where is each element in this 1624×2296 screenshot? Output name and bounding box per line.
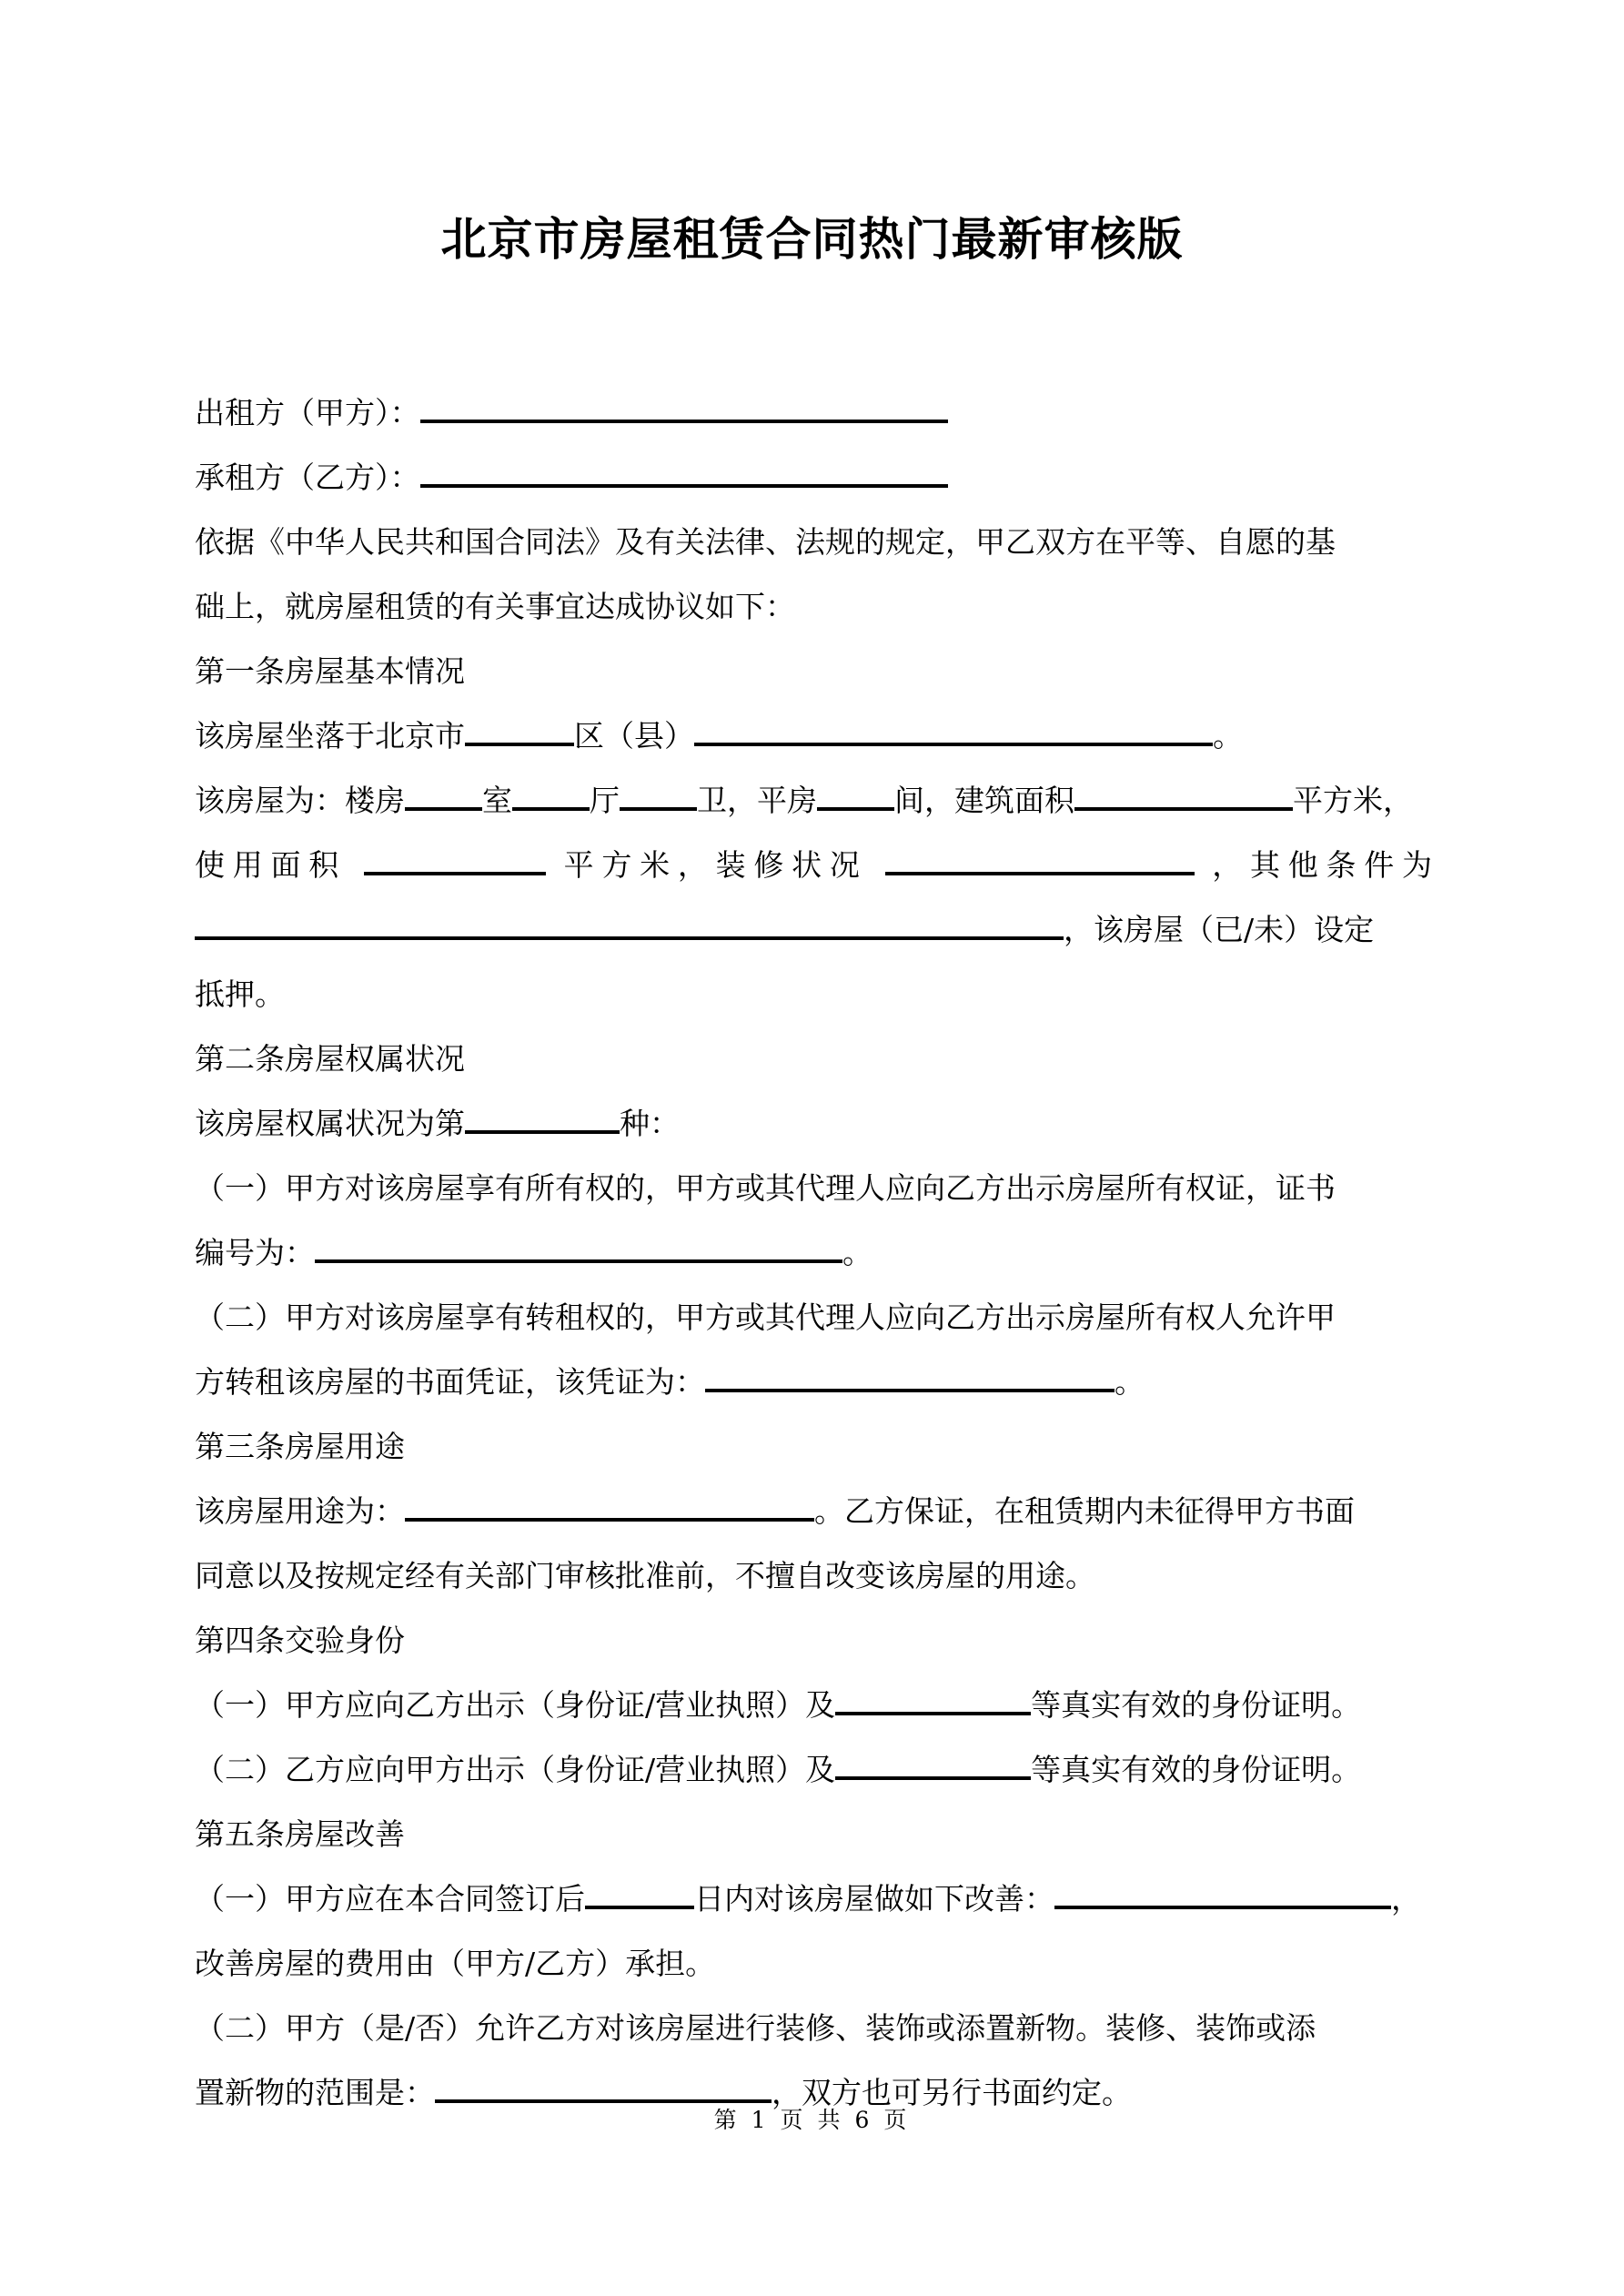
identity-a-line — [195, 1673, 1432, 1737]
layout-line — [195, 768, 1432, 833]
lessee-blank — [420, 466, 948, 488]
improvement-line — [195, 1866, 1432, 1931]
improvement-blank — [1054, 1887, 1391, 1909]
sublease-line — [195, 1350, 1432, 1414]
purpose-line — [195, 1479, 1432, 1543]
district-blank — [465, 724, 574, 746]
certificate-end: 。 — [842, 1235, 873, 1270]
sublease-end: 。 — [1115, 1364, 1145, 1400]
identity-b-line — [195, 1737, 1432, 1802]
ownership-1-line — [195, 1156, 1432, 1220]
improvement-cost-line — [195, 1931, 1432, 1996]
article-1-heading — [195, 639, 1432, 703]
identity-b-text: （二）乙方应向甲方出示（身份证/营业执照）及 — [195, 1752, 836, 1787]
decoration-scope-end: ，双方也可另行书面约定。 — [772, 2075, 1132, 2110]
location-line — [195, 703, 1432, 768]
preamble-text-1: 依据《中华人民共和国合同法》及有关法律、法规的规定，甲乙双方在平等、自愿的基 — [195, 524, 1336, 560]
ownership-1-text: （一）甲方对该房屋享有所有权的，甲方或其代理人应向乙方出示房屋所有权证，证书 — [195, 1170, 1336, 1206]
article-4-heading — [195, 1608, 1432, 1673]
baths-blank — [620, 789, 697, 811]
lessee-label: 承租方（乙方）： — [195, 460, 420, 495]
ownership-type-line — [195, 1091, 1432, 1156]
usage-area-text: 使用面积 — [195, 847, 348, 883]
footer-suffix: 页 — [883, 2107, 911, 2133]
decoration-permission-line — [195, 1996, 1432, 2060]
decoration-permission-text: （二）甲方（是/否）允许乙方对该房屋进行装修、装饰或添置新物。装修、装饰或添 — [195, 2010, 1316, 2046]
ownership-type-text: 该房屋权属状况为第 — [195, 1106, 465, 1141]
document-title: 北京市房屋租赁合同热门最新审核版 — [440, 213, 1184, 266]
identity-a-text: （一）甲方应向乙方出示（身份证/营业执照）及 — [195, 1687, 836, 1723]
improvement-text-b: 日内对该房屋做如下改善： — [694, 1881, 1054, 1917]
layout-text-c: 厅 — [590, 783, 620, 818]
layout-text-e: 间，建筑面积 — [894, 783, 1074, 818]
footer-prefix: 第 — [713, 2107, 741, 2133]
purpose-line-2 — [195, 1543, 1432, 1608]
identity-b-end: 等真实有效的身份证明。 — [1031, 1752, 1362, 1787]
improvement-days-blank — [585, 1887, 694, 1909]
decoration-text: 平方米，装修状况 — [563, 847, 868, 883]
article-5-title: 第五条房屋改善 — [195, 1816, 405, 1852]
article-2-title: 第二条房屋权属状况 — [195, 1041, 465, 1077]
improvement-end: ， — [1391, 1881, 1421, 1917]
article-4-title: 第四条交验身份 — [195, 1623, 405, 1658]
lessor-blank — [420, 401, 948, 423]
decoration-blank — [885, 854, 1195, 875]
certificate-line — [195, 1220, 1432, 1285]
preamble-line-2 — [195, 574, 1432, 639]
address-blank — [694, 724, 1213, 746]
lessor-line — [195, 380, 1432, 445]
decoration-scope-blank — [435, 2081, 772, 2103]
article-1-title: 第一条房屋基本情况 — [195, 653, 465, 689]
ownership-2-line — [195, 1285, 1432, 1350]
usage-area-blank — [364, 854, 546, 875]
mortgage-text: ，该房屋（已/未）设定 — [1064, 912, 1375, 947]
rooms-blank — [405, 789, 482, 811]
ownership-type-blank — [465, 1112, 620, 1134]
layout-text-a: 该房屋为：楼房 — [195, 783, 405, 818]
contract-body — [195, 380, 1432, 2125]
purpose-guarantee: 。乙方保证，在租赁期内未征得甲方书面 — [814, 1493, 1355, 1529]
ownership-type-end: 种： — [620, 1106, 680, 1141]
footer-total-pages: 6 — [854, 2107, 873, 2133]
layout-text-b: 室 — [482, 783, 512, 818]
lessee-line — [195, 445, 1432, 510]
certificate-text: 编号为： — [195, 1235, 315, 1270]
purpose-blank — [405, 1500, 814, 1522]
article-2-heading — [195, 1027, 1432, 1091]
article-5-heading — [195, 1802, 1432, 1866]
page-footer — [0, 2102, 1624, 2135]
halls-blank — [512, 789, 590, 811]
bungalow-blank — [817, 789, 894, 811]
purpose-text-2: 同意以及按规定经有关部门审核批准前，不擅自改变该房屋的用途。 — [195, 1558, 1095, 1593]
other-conditions-text: ，其他条件为 — [1212, 847, 1433, 883]
other-conditions-blank — [195, 918, 1064, 940]
sublease-blank — [705, 1371, 1115, 1392]
article-3-title: 第三条房屋用途 — [195, 1429, 405, 1464]
building-area-blank — [1074, 789, 1293, 811]
ownership-2-text: （二）甲方对该房屋享有转租权的，甲方或其代理人应向乙方出示房屋所有权人允许甲 — [195, 1300, 1336, 1335]
preamble-text-2: 础上，就房屋租赁的有关事宜达成协议如下： — [195, 589, 795, 624]
preamble-line-1 — [195, 510, 1432, 574]
sublease-text: 方转租该房屋的书面凭证，该凭证为： — [195, 1364, 705, 1400]
decoration-scope-text: 置新物的范围是： — [195, 2075, 435, 2110]
identity-a-blank — [835, 1694, 1031, 1715]
usage-area-line — [195, 833, 1432, 897]
certificate-blank — [315, 1241, 842, 1263]
article-3-heading — [195, 1414, 1432, 1479]
lessor-label: 出租方（甲方）： — [195, 395, 420, 430]
improvement-text: （一）甲方应在本合同签订后 — [195, 1881, 585, 1917]
mortgage-line — [195, 962, 1432, 1027]
location-end: 。 — [1213, 718, 1243, 754]
mortgage-end: 抵押。 — [195, 976, 285, 1012]
district-text: 区（县） — [574, 718, 694, 754]
identity-a-end: 等真实有效的身份证明。 — [1031, 1687, 1362, 1723]
purpose-text: 该房屋用途为： — [195, 1493, 405, 1529]
conditions-line — [195, 897, 1432, 962]
footer-mid: 页 共 — [780, 2107, 844, 2133]
improvement-cost-text: 改善房屋的费用由（甲方/乙方）承担。 — [195, 1946, 716, 1981]
layout-text-d: 卫，平房 — [697, 783, 817, 818]
location-text: 该房屋坐落于北京市 — [195, 718, 465, 754]
layout-text-f: 平方米， — [1293, 783, 1413, 818]
footer-page-number: 1 — [751, 2107, 770, 2133]
identity-b-blank — [835, 1758, 1031, 1780]
